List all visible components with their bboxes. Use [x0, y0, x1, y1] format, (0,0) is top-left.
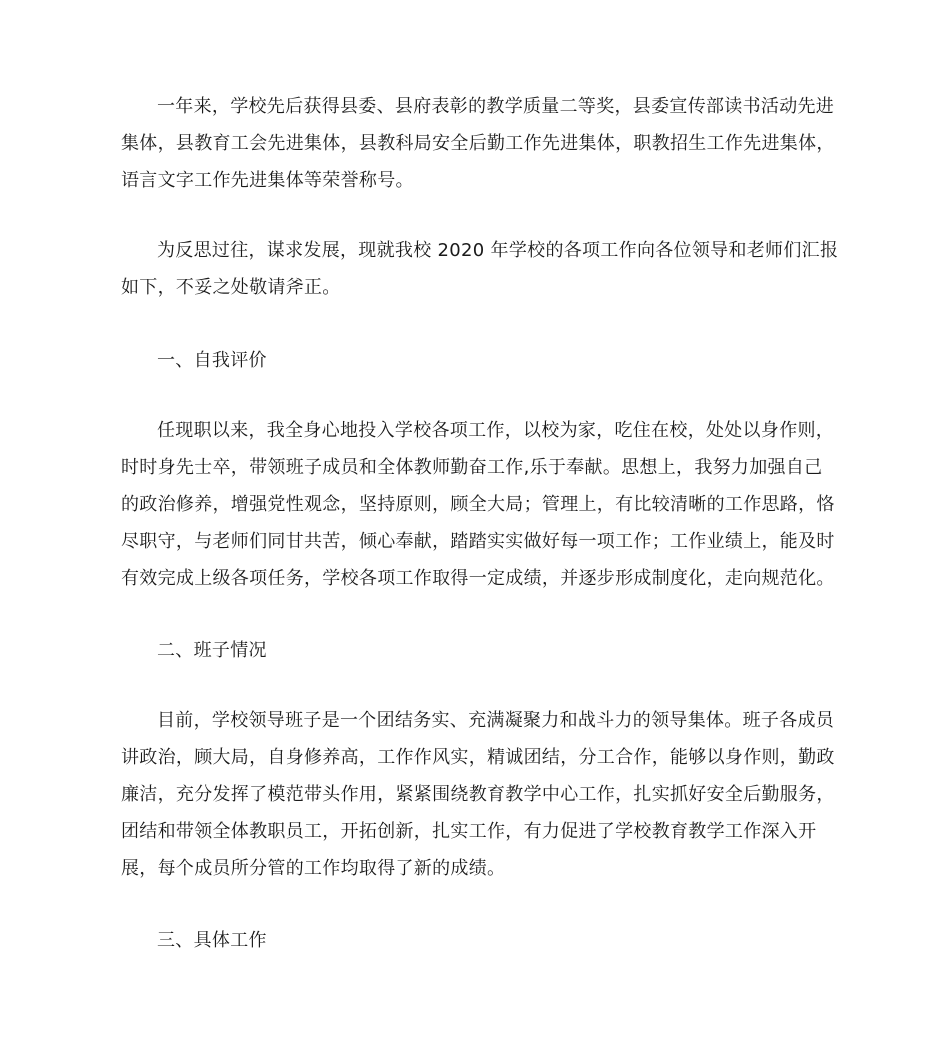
paragraph-line: 有效完成上级各项任务，学校各项工作取得一定成绩，并逐步形成制度化，走向规范化。	[121, 568, 835, 589]
paragraph-line: 为反思过往，谋求发展，现就我校 2020 年学校的各项工作向各位领导和老师们汇报	[157, 240, 839, 261]
paragraph-line: 时时身先士卒，带领班子成员和全体教师勤奋工作,乐于奉献。思想上，我努力加强自己	[121, 457, 823, 478]
section-heading-text: 三、具体工作	[157, 930, 267, 951]
section-heading-specific-work	[121, 922, 833, 959]
section-heading-text: 一、自我评价	[157, 350, 267, 371]
paragraph-line: 任现职以来，我全身心地投入学校各项工作，以校为家，吃住在校，处处以身作则，	[157, 420, 835, 441]
paragraph-self-evaluation	[121, 412, 833, 597]
section-heading-self-evaluation	[121, 342, 833, 379]
paragraph-line: 展，每个成员所分管的工作均取得了新的成绩。	[121, 858, 506, 879]
paragraph-line: 团结和带领全体教职员工，开拓创新，扎实工作，有力促进了学校教育教学工作深入开	[121, 821, 817, 842]
paragraph-line: 目前，学校领导班子是一个团结务实、充满凝聚力和战斗力的领导集体。班子各成员	[157, 710, 835, 731]
paragraph-intro	[121, 232, 839, 306]
paragraph-line: 如下，不妥之处敬请斧正。	[121, 277, 341, 298]
paragraph-line: 语言文字工作先进集体等荣誉称号。	[121, 170, 414, 191]
paragraph-team-situation	[121, 702, 833, 887]
paragraph-line: 一年来，学校先后获得县委、县府表彰的教学质量二等奖，县委宣传部读书活动先进	[157, 96, 835, 117]
paragraph-line: 讲政治，顾大局，自身修养高，工作作风实，精诚团结，分工合作，能够以身作则，勤政	[121, 747, 835, 768]
paragraph-honors	[121, 88, 833, 199]
paragraph-line: 的政治修养，增强党性观念，坚持原则，顾全大局；管理上，有比较清晰的工作思路，恪	[121, 494, 835, 515]
paragraph-line: 尽职守，与老师们同甘共苦，倾心奉献，踏踏实实做好每一项工作；工作业绩上，能及时	[121, 531, 835, 552]
paragraph-line: 廉洁，充分发挥了模范带头作用，紧紧围绕教育教学中心工作，扎实抓好安全后勤服务，	[121, 784, 835, 805]
section-heading-team-situation	[121, 632, 833, 669]
section-heading-text: 二、班子情况	[157, 640, 267, 661]
paragraph-line: 集体，县教育工会先进集体，县教科局安全后勤工作先进集体，职教招生工作先进集体，	[121, 133, 835, 154]
